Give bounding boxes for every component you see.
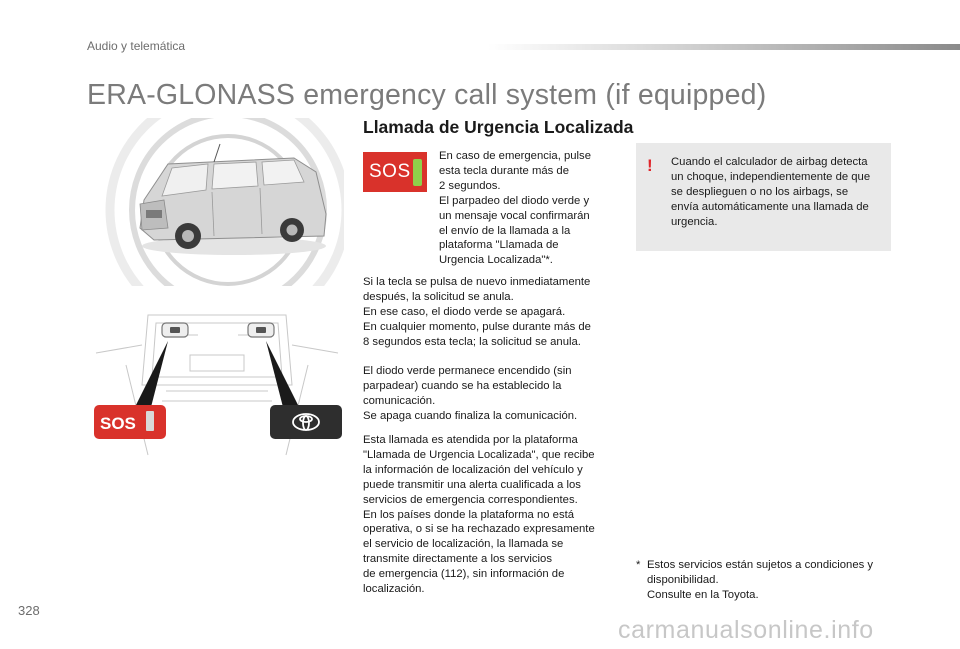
text-line: Esta llamada es atendida por la plataforma [363,434,578,446]
text-line: servicios de emergencia correspondientes. [363,493,578,506]
header-rule [488,44,960,50]
warning-text [671,155,870,230]
text-line: En los países donde la plataforma no está [363,508,575,521]
text-line: 2 segundos. [439,179,501,192]
van-icon [140,144,326,255]
text-line: "Llamada de Urgencia Localizada", que recibe [363,448,595,461]
text-line: la información de localización del vehículo y [363,463,583,476]
text-line: Cuando el calculador de airbag detecta [671,156,868,168]
text-line: el envío de la llamada a la [439,224,571,237]
text-line: 8 segundos esta tecla; la solicitud se anula. [363,335,581,348]
text-line: después, la solicitud se anula. [363,290,514,303]
watermark: carmanualsonline.info [618,616,874,644]
platform-paragraph [363,433,595,597]
text-line: localización. [363,583,425,596]
text-line: urgencia. [671,215,718,228]
text-line: Consulte en la Toyota. [647,588,759,601]
text-line: se desplieguen o no los airbags, se [671,185,849,198]
page-number: 328 [18,603,40,618]
text-line: Estos servicios están sujetos a condiciones y [647,559,874,571]
text-line: el servicio de localización, la llamada se [363,538,564,551]
diode-paragraph [363,364,577,424]
text-line: un mensaje vocal confirmarán [439,209,590,222]
text-line: un choque, independientemente de que [671,170,871,183]
sos-button-closeup [94,405,166,439]
text-line: parpadear) cuando se ha establecido la [363,379,562,392]
warning-box [636,143,891,251]
text-line: Urgencia Localizada"*. [439,254,553,267]
text-line: esta tecla durante más de [439,164,569,177]
text-line: El diodo verde permanece encendido (sin [363,365,572,377]
section-subheading: Llamada de Urgencia Localizada [363,117,634,137]
text-line: puede transmitir una alerta cualificada a los [363,478,581,491]
section-label: Audio y telemática [87,39,186,53]
text-line: operativa, o si se ha rechazado expresamente [363,523,595,536]
van-illustration [96,118,344,286]
sos-instructions [439,149,591,268]
console-illustration [86,305,348,467]
text-line: El parpadeo del diodo verde y [439,194,590,207]
toyota-button-closeup [270,405,342,439]
sos-key-label: SOS [369,161,411,182]
text-line: comunicación. [363,394,436,407]
sos-led-icon [146,411,154,431]
text-line: En cualquier momento, pulse durante más de [363,320,591,333]
text-line: En ese caso, el diodo verde se apagará. [363,305,566,318]
cancel-paragraph [363,275,591,350]
page-title: ERA-GLONASS emergency call system (if equipped) [87,79,767,111]
sos-closeup-label: SOS [100,414,136,433]
text-line: envía automáticamente una llamada de [671,200,869,213]
warning-icon: ! [647,156,653,175]
sos-led-icon [413,159,422,186]
text-line: Si la tecla se pulsa de nuevo inmediatamente [363,276,591,288]
text-line: de emergencia (112), sin información de [363,568,565,581]
text-line: disponibilidad. [647,573,719,586]
sos-key-icon [363,152,427,192]
text-line: Se apaga cuando finaliza la comunicación. [363,409,578,422]
footnote-marker: * [636,559,641,571]
text-line: plataforma "Llamada de [439,239,559,252]
text-line: En caso de emergencia, pulse [439,150,591,162]
text-line: transmite directamente a los servicios [363,553,552,566]
footnote [636,558,873,603]
